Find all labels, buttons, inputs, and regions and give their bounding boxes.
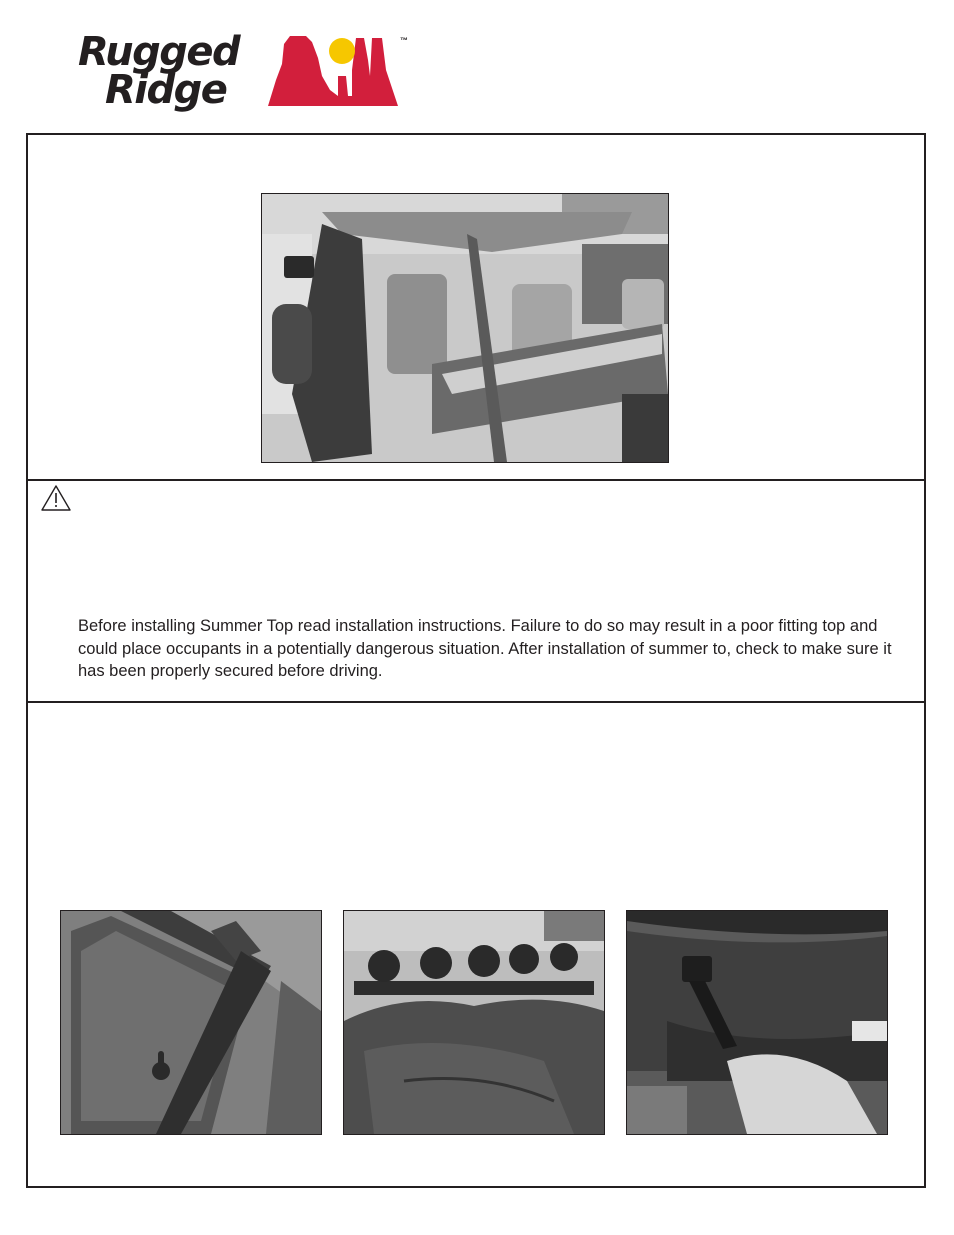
logo-text-line-1: Rugged (78, 29, 240, 75)
logo-text-line-2: Ridge (105, 67, 227, 113)
warning-text: Before installing Summer Top read installation instructions. Failure to do so may result in a poor fitting top and could place occupants in a potentially dangerous situation. After installation of summer to, check to make sure it has been properly secured before driving. (78, 617, 892, 680)
top-fabric-photo-icon (61, 911, 321, 1134)
folded-top-photo-icon (344, 911, 604, 1134)
section-divider (28, 701, 924, 703)
section-divider (28, 479, 924, 481)
step-photo-folded-top (343, 910, 605, 1135)
brand-logo (78, 30, 418, 118)
vehicle-photo-icon (262, 194, 668, 462)
content-frame (26, 133, 926, 1188)
step-photo-top-fabric (60, 910, 322, 1135)
step-photo-strap-buckle (626, 910, 888, 1135)
logo-mark-icon (268, 30, 408, 110)
vehicle-photo (261, 193, 669, 463)
strap-buckle-photo-icon (627, 911, 887, 1134)
trademark-symbol: ™ (400, 36, 408, 45)
warning-triangle-icon (40, 484, 72, 512)
